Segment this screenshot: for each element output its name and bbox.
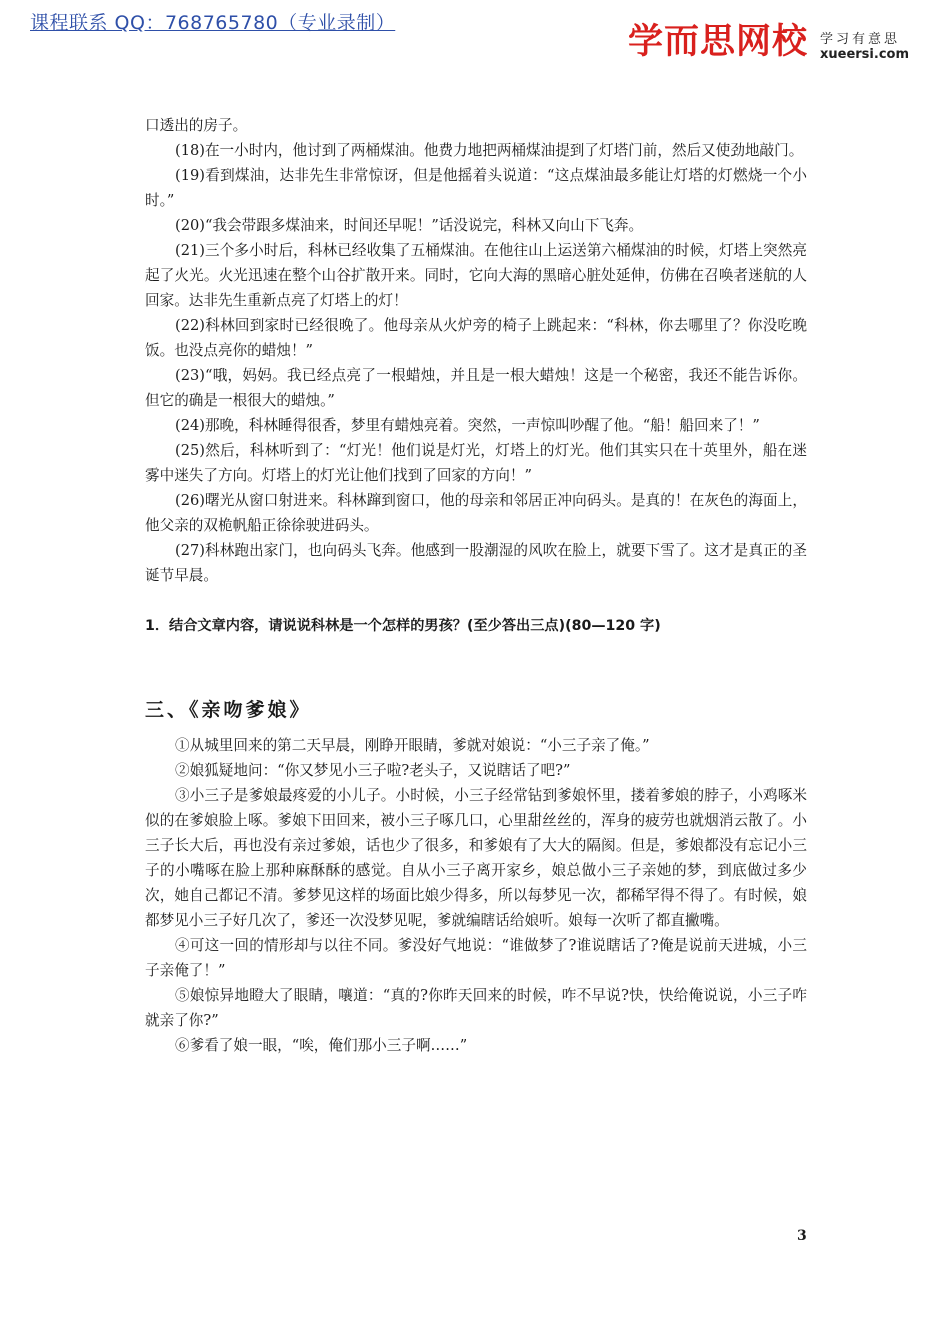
xueersi-logo (628, 22, 928, 72)
story-paragraph: 口透出的房子。 (145, 117, 248, 134)
story-paragraph: (26)曙光从窗口射进来。科林蹿到窗口，他的母亲和邻居正冲向码头。是真的！在灰色的海面上，他父亲的双桅帆船正徐徐驶进码头。 (145, 492, 807, 534)
section-paragraph: ⑤娘惊异地瞪大了眼睛，嚷道：“真的?你昨天回来的时候，咋不早说?快，快给俺说说，小三子咋就亲了你?” (145, 987, 807, 1029)
story-paragraph: (18)在一小时内，他讨到了两桶煤油。他费力地把两桶煤油提到了灯塔门前，然后又使劲地敲门。 (175, 142, 804, 159)
section-paragraph: ④可这一回的情形却与以往不同。爹没好气地说：“谁做梦了?谁说瞎话了?俺是说前天进城，小三子亲俺了！” (145, 937, 807, 979)
story-section (145, 113, 807, 588)
section-title: 三、《亲吻爹娘》 (145, 699, 312, 721)
section-three (145, 733, 807, 1058)
story-paragraph: (27)科林跑出家门，也向码头飞奔。他感到一股潮湿的风吹在脸上，就要下雪了。这才是真正的圣诞节早晨。 (145, 542, 807, 584)
story-paragraph: (23)“哦，妈妈。我已经点亮了一根蜡烛，并且是一根大蜡烛！这是一个秘密，我还不能告诉你。但它的确是一根很大的蜡烛。” (145, 367, 807, 409)
logo-wordmark: 学而思网校 (628, 22, 809, 62)
document-body (145, 113, 807, 1058)
logo-slogan: 学习有意思 (820, 32, 901, 47)
story-paragraph: (24)那晚，科林睡得很香，梦里有蜡烛亮着。突然，一声惊叫吵醒了他。“船！船回来了！” (175, 417, 760, 434)
logo-domain: xueersi.com (820, 47, 910, 62)
story-paragraph: (25)然后，科林听到了：“灯光！他们说是灯光，灯塔上的灯光。他们其实只在十英里外，船在迷雾中迷失了方向。灯塔上的灯光让他们找到了回家的方向！” (145, 442, 807, 484)
question-1: 1．结合文章内容，请说说科林是一个怎样的男孩？(至少答出三点)(80—120 字) (145, 618, 661, 634)
header-contact-link[interactable]: 课程联系 QQ：768765780（专业录制） (30, 12, 396, 34)
story-paragraph: (21)三个多小时后，科林已经收集了五桶煤油。在他往山上运送第六桶煤油的时候，灯塔上突然亮起了火光。火光迅速在整个山谷扩散开来。同时，它向大海的黑暗心脏处延伸，仿佛在召唤者迷航的人回家。达非先生重新点亮了灯塔上的灯！ (145, 242, 807, 309)
story-paragraph: (22)科林回到家时已经很晚了。他母亲从火炉旁的椅子上跳起来：“科林，你去哪里了？你没吃晚饭。也没点亮你的蜡烛！” (145, 317, 807, 359)
section-paragraph: ③小三子是爹娘最疼爱的小儿子。小时候，小三子经常钻到爹娘怀里，搂着爹娘的脖子，小鸡啄米似的在爹娘脸上啄。爹娘下田回来，被小三子啄几口，心里甜丝丝的，浑身的疲劳也就烟消云散了。小三子长大后，再也没有亲过爹娘，话也少了很多，和爹娘有了大大的隔阂。但是，爹娘都没有忘记小三子的小嘴啄在脸上那种麻酥酥的感觉。自从小三子离开家乡，娘总做小三子亲她的梦，到底做过多少次，她自己都记不清。爹梦见这样的场面比娘少得多，所以每梦见一次，都稀罕得不得了。有时候，娘都梦见小三子好几次了，爹还一次没梦见呢，爹就编瞎话给娘听。娘每一次听了都直撇嘴。 (145, 787, 807, 929)
section-paragraph: ①从城里回来的第二天早晨，刚睁开眼睛，爹就对娘说：“小三子亲了俺。” (175, 737, 650, 754)
story-paragraph: (19)看到煤油，达非先生非常惊讶，但是他摇着头说道：“这点煤油最多能让灯塔的灯燃烧一个小时。” (145, 167, 807, 209)
page-number: 3 (797, 1228, 807, 1244)
section-paragraph: ②娘狐疑地问：“你又梦见小三子啦?老头子，又说瞎话了吧?” (175, 762, 571, 779)
story-paragraph: (20)“我会带跟多煤油来，时间还早呢！”话没说完，科林又向山下飞奔。 (175, 217, 644, 234)
section-paragraph: ⑥爹看了娘一眼，“唉，俺们那小三子啊……” (175, 1037, 468, 1054)
